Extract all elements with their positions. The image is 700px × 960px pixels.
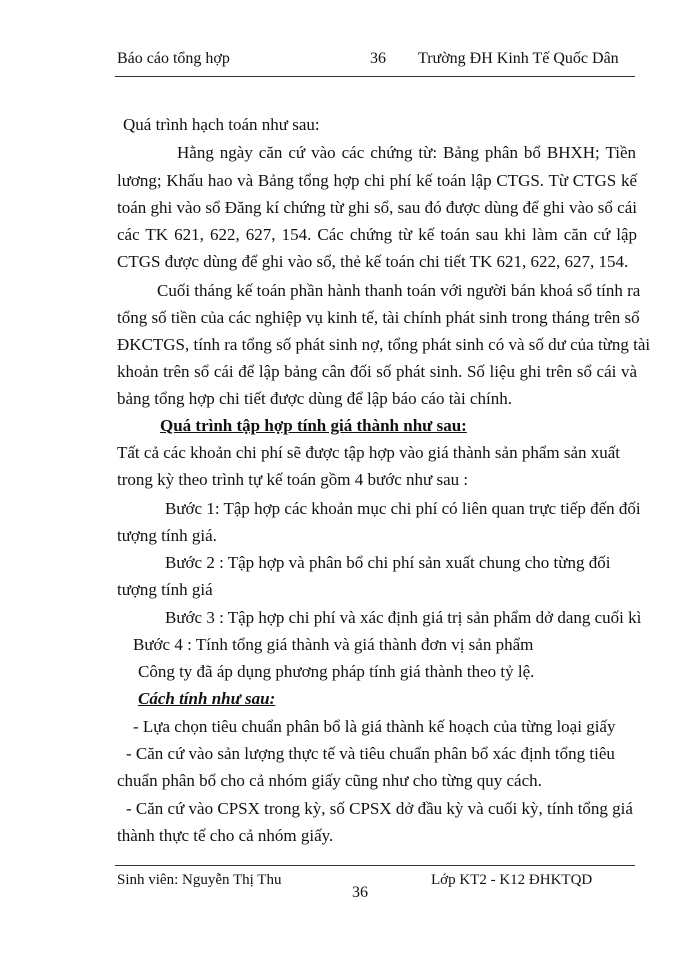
paragraph-line: tượng tính giá: [117, 580, 213, 599]
paragraph-line: khoản trên sổ cái để lập bảng cân đối số phát sinh. Số liệu ghi trên sổ cái và: [117, 362, 637, 381]
paragraph-line: Tất cả các khoản chi phí sẽ được tập hợp vào giá thành sản phẩm sản xuất: [117, 443, 621, 462]
header-university: Trường ĐH Kinh Tế Quốc Dân: [418, 50, 619, 67]
step-3-line: Bước 3 : Tập hợp chi phí và xác định giá trị sản phẩm dở dang cuối kì: [165, 608, 642, 627]
step-2-line: Bước 2 : Tập hợp và phân bổ chi phí sản xuất chung cho từng đối: [165, 553, 611, 572]
header-rule: [115, 76, 635, 77]
paragraph-line: ĐKCTGS, tính ra tổng số phát sinh nợ, tổng phát sinh có và số dư của từng tài: [117, 335, 651, 354]
header-title: Báo cáo tổng hợp: [117, 50, 230, 67]
paragraph-line: Hằng ngày căn cứ vào các chứng từ: Bảng phân bổ BHXH; Tiền: [177, 143, 636, 162]
method-heading: Cách tính như sau:: [138, 689, 276, 708]
footer-page-number: 36: [352, 884, 368, 901]
paragraph-line: trong kỳ theo trình tự kế toán gồm 4 bước như sau :: [117, 470, 469, 489]
paragraph-line: Quá trình hạch toán như sau:: [123, 115, 320, 134]
paragraph-line: tượng tính giá.: [117, 526, 217, 545]
step-1-line: Bước 1: Tập hợp các khoản mục chi phí có liên quan trực tiếp đến đối: [165, 499, 641, 518]
paragraph-line: tổng số tiền của các nghiệp vụ kinh tế, tài chính phát sinh trong tháng trên sổ: [117, 308, 640, 327]
bullet-line: - Căn cứ vào sản lượng thực tế và tiêu chuẩn phân bổ xác định tổng tiêu: [126, 744, 615, 763]
footer-class: Lớp KT2 - K12 ĐHKTQD: [431, 872, 593, 888]
paragraph-line: CTGS được dùng để ghi vào sổ, thẻ kế toán chi tiết TK 621, 622, 627, 154.: [117, 252, 629, 271]
paragraph-line: chuẩn phân bổ cho cả nhóm giấy cũng như cho từng quy cách.: [117, 771, 542, 790]
paragraph-line: lương; Khấu hao và Bảng tổng hợp chi phí kế toán lập CTGS. Từ CTGS kế: [117, 171, 637, 190]
paragraph-line: Cuối tháng kế toán phần hành thanh toán với người bán khoá sổ tính ra: [157, 281, 641, 300]
section-heading: Quá trình tập hợp tính giá thành như sau:: [160, 416, 467, 435]
paragraph-line: bảng tổng hợp chi tiết được dùng để lập báo cáo tài chính.: [117, 389, 512, 408]
bullet-line: - Căn cứ vào CPSX trong kỳ, số CPSX dở đầu kỳ và cuối kỳ, tính tổng giá: [126, 799, 633, 818]
header-page-number: 36: [370, 50, 386, 67]
footer-rule: [115, 865, 635, 866]
paragraph-line: Công ty đã áp dụng phương pháp tính giá thành theo tỷ lệ.: [138, 662, 535, 681]
paragraph-line: thành thực tế cho cả nhóm giấy.: [117, 826, 334, 845]
footer-student: Sinh viên: Nguyễn Thị Thu: [117, 872, 282, 888]
paragraph-line: toán ghi vào sổ Đăng kí chứng từ ghi sổ, sau đó được dùng để ghi vào sổ cái: [117, 198, 637, 217]
paragraph-line: các TK 621, 622, 627, 154. Các chứng từ kế toán sau khi làm căn cứ lập: [117, 225, 637, 244]
bullet-line: - Lựa chọn tiêu chuẩn phân bổ là giá thành kế hoạch của từng loại giấy: [133, 717, 616, 736]
step-4-line: Bước 4 : Tính tổng giá thành và giá thành đơn vị sản phẩm: [133, 635, 534, 654]
